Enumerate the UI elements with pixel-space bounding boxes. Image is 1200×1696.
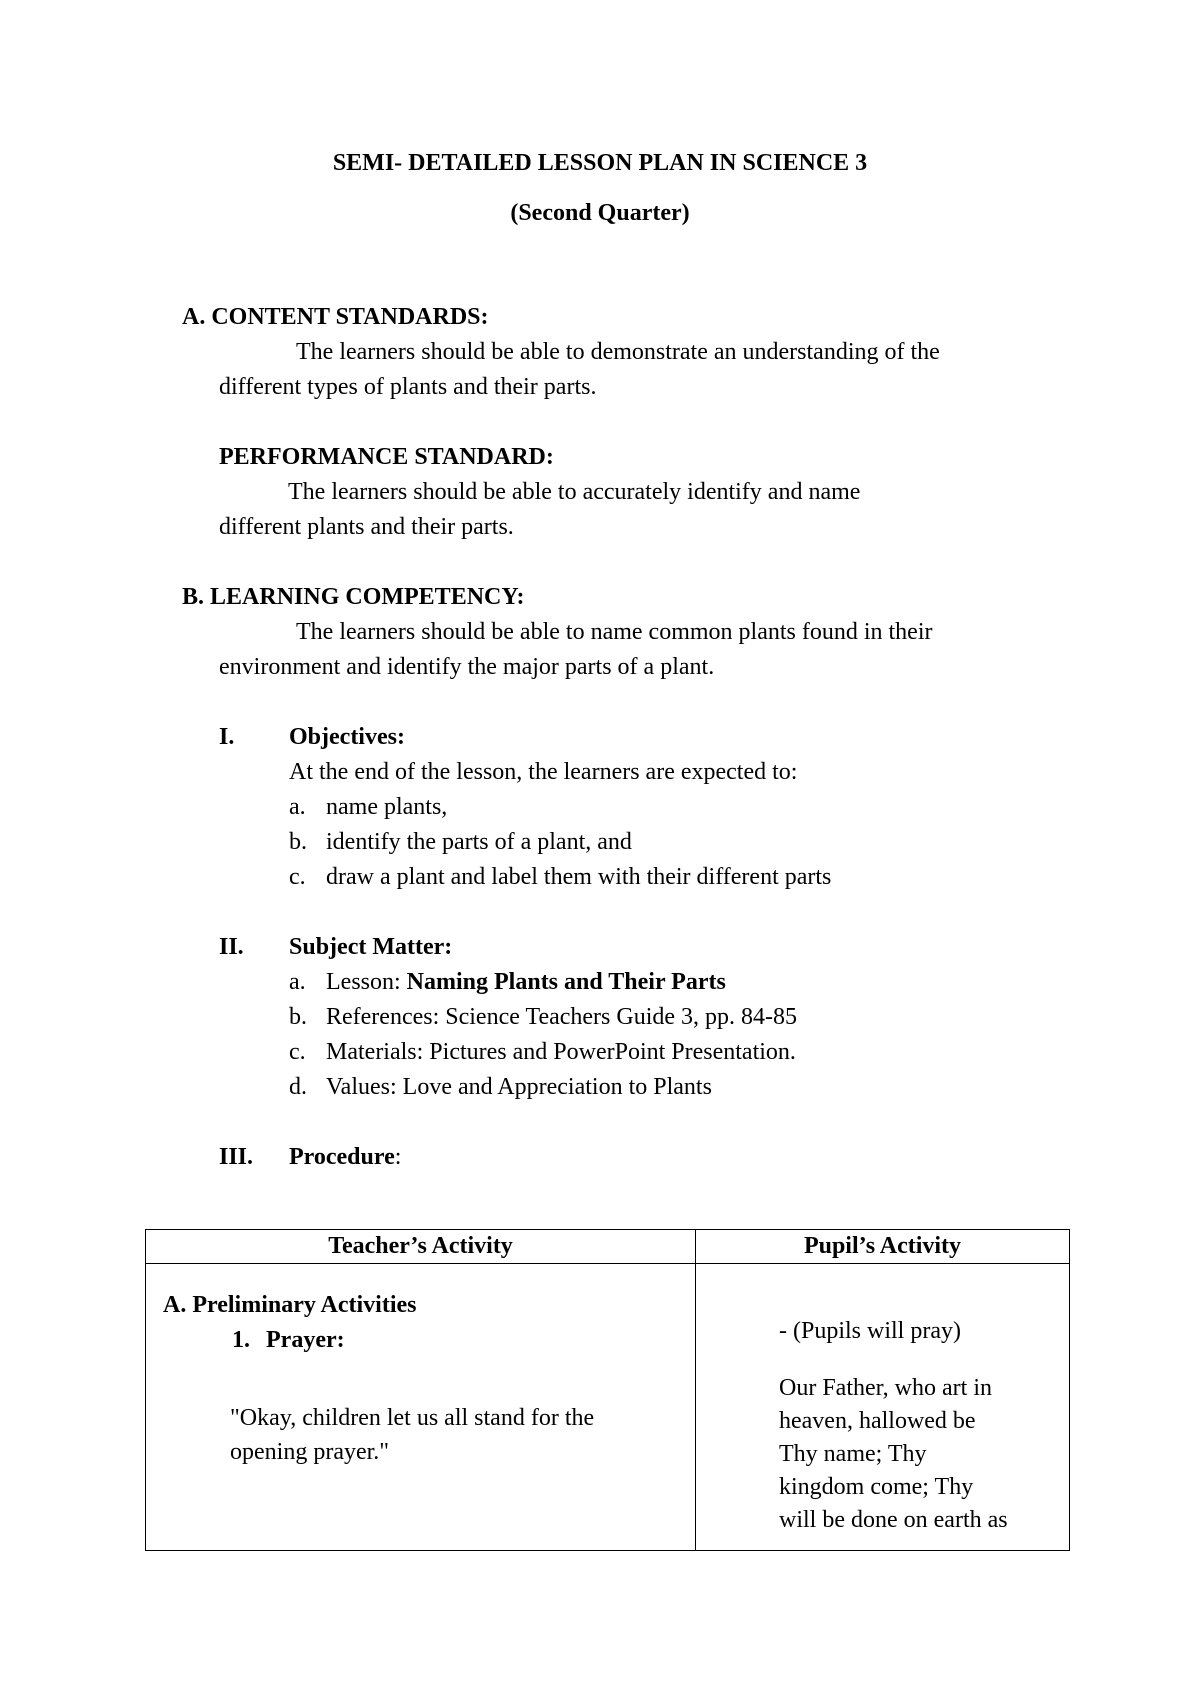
subject-matter-marker: b. bbox=[289, 1004, 307, 1030]
prayer-line: Our Father, who art in bbox=[779, 1375, 992, 1401]
subject-matter-numeral: II. bbox=[219, 934, 244, 960]
content-standards-text-line1: The learners should be able to demonstrate an understanding of the bbox=[296, 339, 940, 365]
subject-matter-item-lesson bbox=[326, 965, 726, 999]
performance-standard-text-line2: different plants and their parts. bbox=[219, 514, 514, 540]
subject-matter-marker: a. bbox=[289, 969, 306, 995]
subject-matter-heading: Subject Matter: bbox=[289, 934, 453, 960]
procedure-heading-text: Procedure bbox=[289, 1144, 395, 1170]
performance-standard-heading: PERFORMANCE STANDARD: bbox=[219, 444, 554, 470]
lesson-title: Naming Plants and Their Parts bbox=[406, 969, 726, 995]
objective-item: identify the parts of a plant, and bbox=[326, 829, 632, 855]
procedure-numeral: III. bbox=[219, 1144, 254, 1170]
procedure-table bbox=[145, 1229, 1070, 1551]
objectives-intro: At the end of the lesson, the learners are expected to: bbox=[289, 759, 798, 785]
objective-item: name plants, bbox=[326, 794, 448, 820]
pupil-activity-cell bbox=[696, 1264, 1070, 1551]
subject-matter-item-materials: Materials: Pictures and PowerPoint Presentation. bbox=[326, 1039, 796, 1065]
prayer-label: Prayer: bbox=[266, 1327, 345, 1353]
content-standards-text-line2: different types of plants and their parts. bbox=[219, 374, 597, 400]
procedure-heading-colon: : bbox=[394, 1144, 402, 1170]
page-subtitle: (Second Quarter) bbox=[510, 200, 690, 226]
preliminary-activities-heading: A. Preliminary Activities bbox=[163, 1292, 417, 1318]
prayer-line: kingdom come; Thy bbox=[779, 1474, 974, 1500]
objectives-numeral: I. bbox=[219, 724, 235, 750]
performance-standard-text-line1: The learners should be able to accurately identify and name bbox=[288, 479, 861, 505]
teacher-quote-line1: "Okay, children let us all stand for the bbox=[230, 1405, 595, 1431]
subject-matter-marker: d. bbox=[289, 1074, 307, 1100]
teacher-activity-cell bbox=[146, 1264, 696, 1551]
page-title: SEMI- DETAILED LESSON PLAN IN SCIENCE 3 bbox=[332, 150, 868, 176]
objective-item: draw a plant and label them with their different parts bbox=[326, 864, 832, 890]
table-row bbox=[146, 1264, 1070, 1551]
objective-marker: b. bbox=[289, 829, 307, 855]
subject-matter-item-references: References: Science Teachers Guide 3, pp. 84-85 bbox=[326, 1004, 798, 1030]
prayer-line: will be done on earth as bbox=[779, 1507, 1008, 1533]
prayer-line: heaven, hallowed be bbox=[779, 1408, 976, 1434]
subject-matter-marker: c. bbox=[289, 1039, 306, 1065]
lesson-label: Lesson: bbox=[326, 969, 407, 995]
objective-marker: c. bbox=[289, 864, 306, 890]
procedure-heading bbox=[289, 1140, 401, 1174]
prayer-line: Thy name; Thy bbox=[779, 1441, 927, 1467]
objective-marker: a. bbox=[289, 794, 306, 820]
learning-competency-text-line2: environment and identify the major parts of a plant. bbox=[219, 654, 715, 680]
prayer-marker: 1. bbox=[232, 1327, 250, 1353]
pupil-activity-header: Pupil’s Activity bbox=[696, 1230, 1070, 1264]
content-standards-heading: A. CONTENT STANDARDS: bbox=[182, 304, 489, 330]
objectives-heading: Objectives: bbox=[289, 724, 405, 750]
teacher-activity-header: Teacher’s Activity bbox=[146, 1230, 696, 1264]
teacher-quote-line2: opening prayer." bbox=[230, 1439, 390, 1465]
subject-matter-item-values: Values: Love and Appreciation to Plants bbox=[326, 1074, 712, 1100]
learning-competency-heading: B. LEARNING COMPETENCY: bbox=[182, 584, 525, 610]
learning-competency-text-line1: The learners should be able to name common plants found in their bbox=[296, 619, 933, 645]
pupil-note: - (Pupils will pray) bbox=[779, 1318, 961, 1344]
table-header-row bbox=[146, 1230, 1070, 1264]
